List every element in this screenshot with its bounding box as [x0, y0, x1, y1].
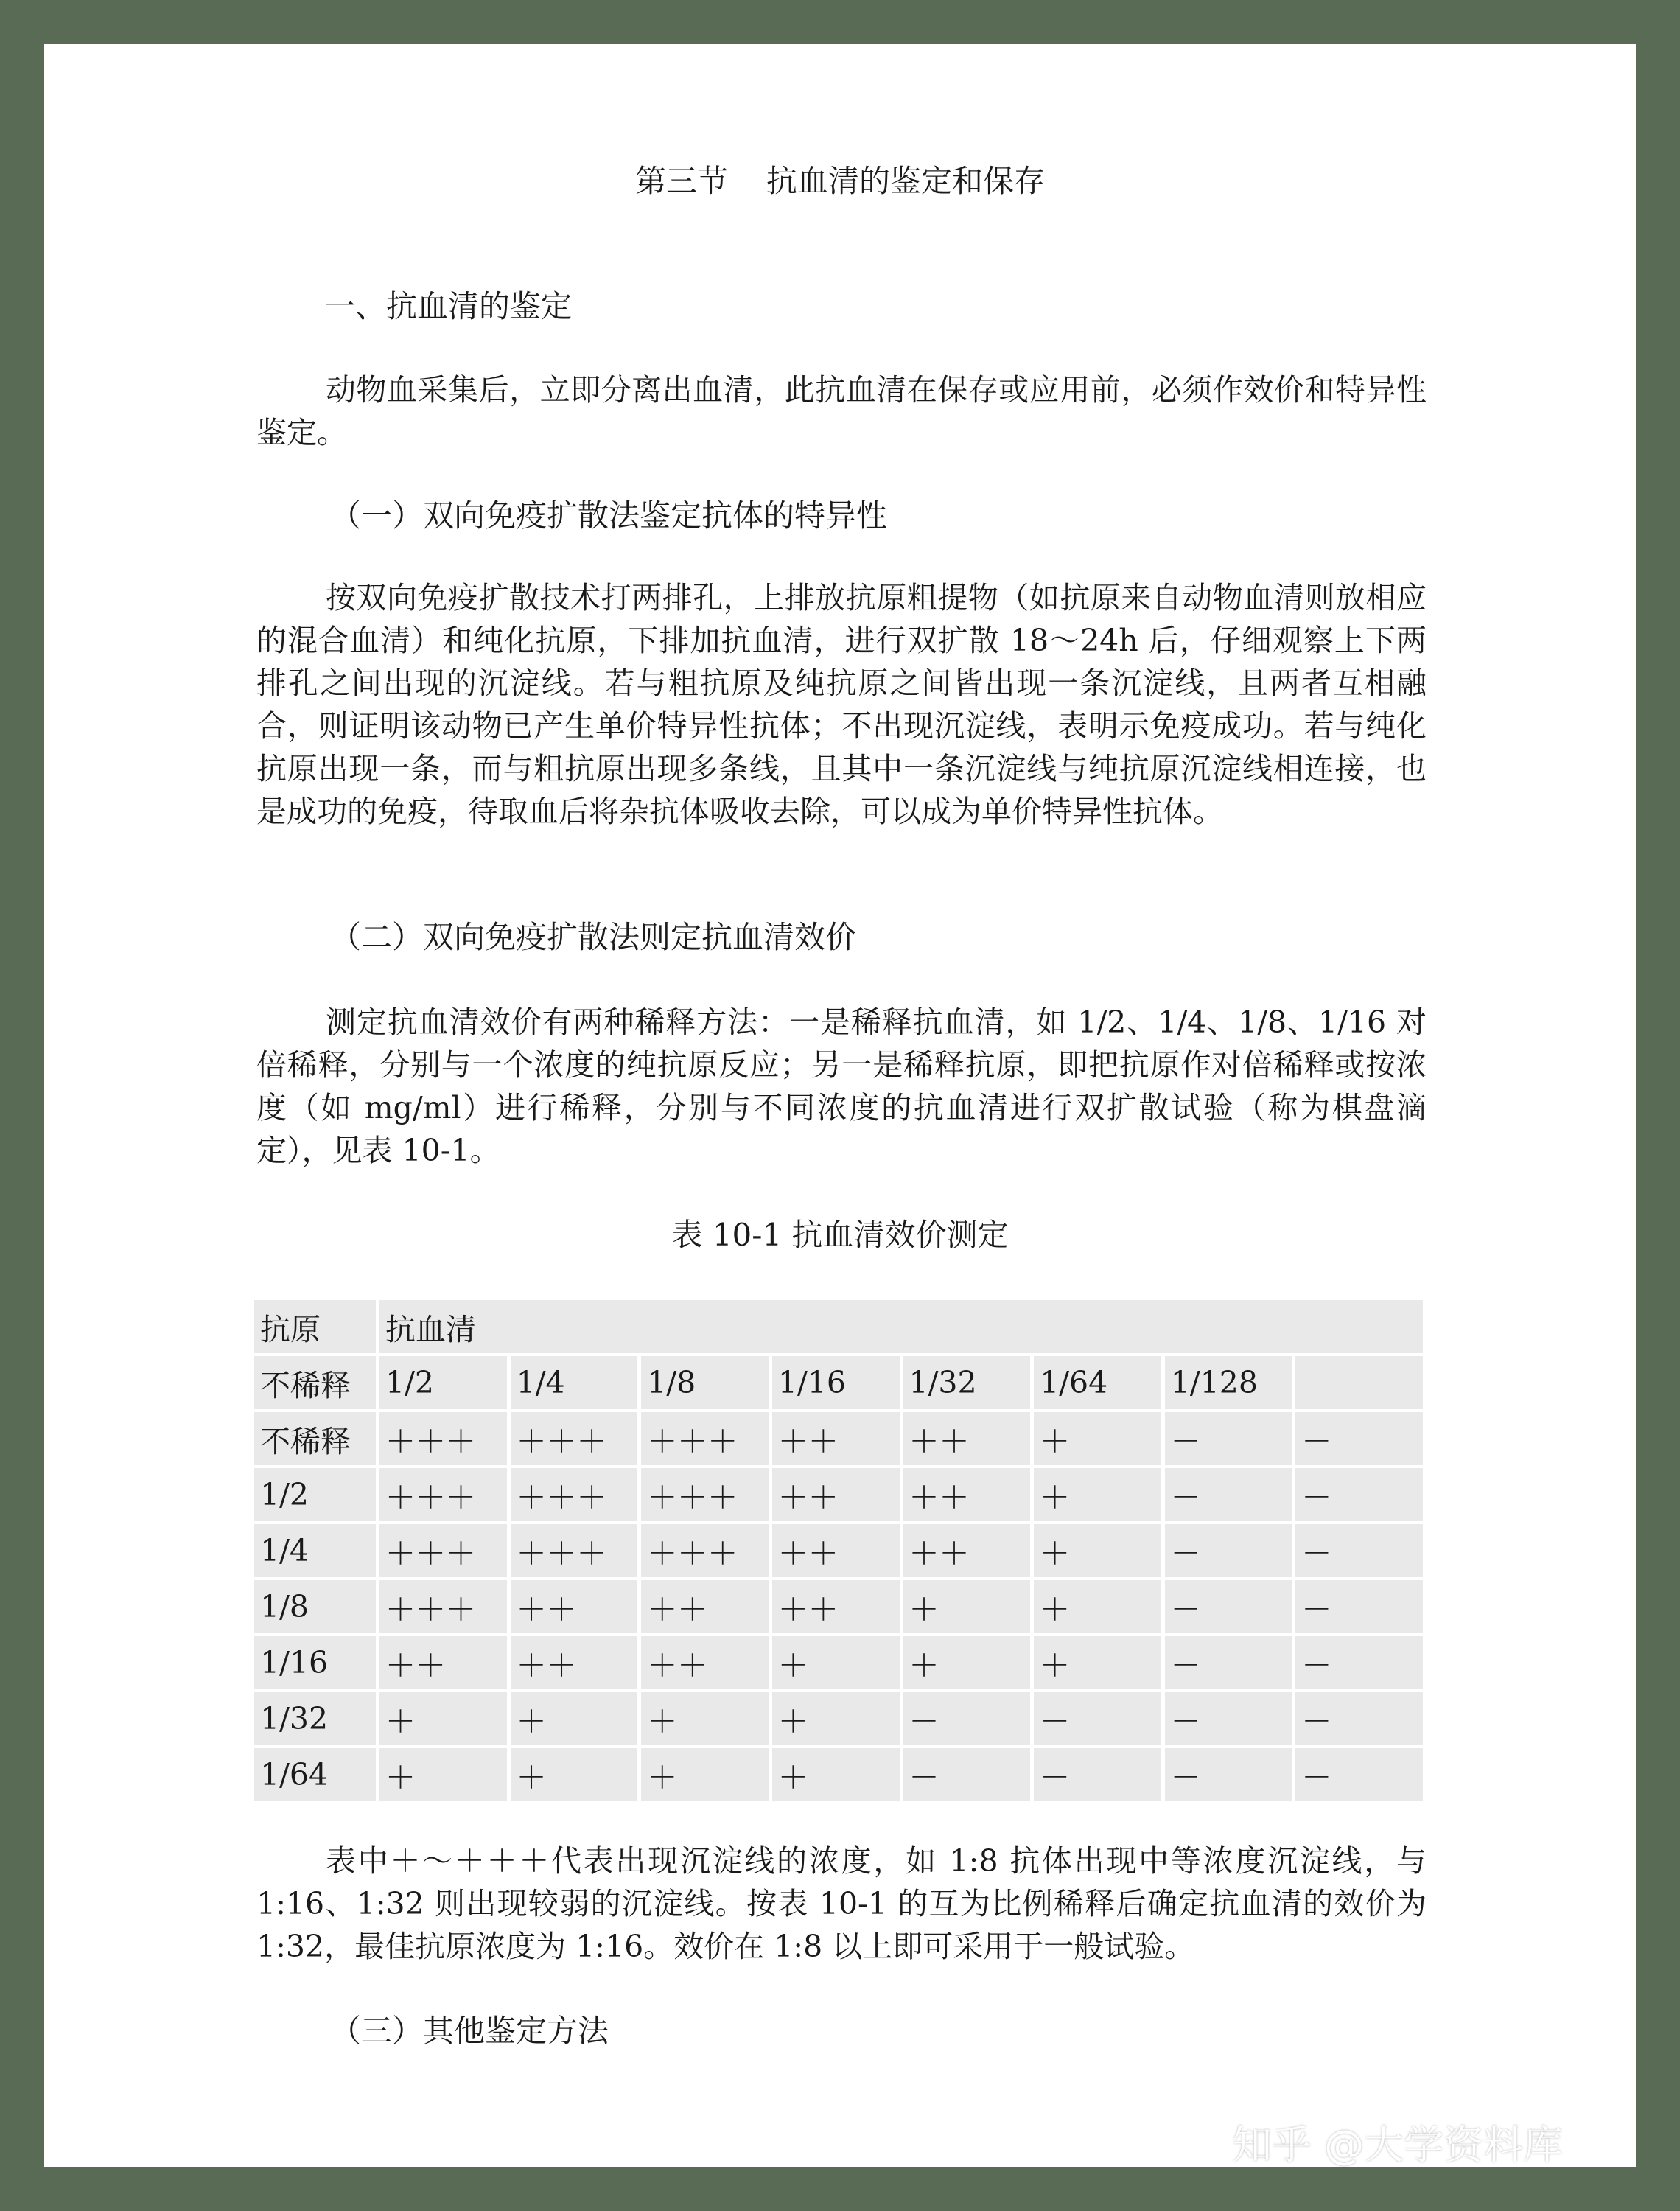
- result-cell: －: [1295, 1468, 1423, 1521]
- result-cell: －: [1165, 1636, 1292, 1689]
- table-header-row: [254, 1300, 1423, 1353]
- result-cell: －: [1034, 1748, 1161, 1801]
- table-row: [254, 1468, 1423, 1521]
- result-cell: －: [1295, 1748, 1423, 1801]
- antiserum-header: 抗血清: [379, 1300, 1423, 1353]
- result-cell: ＋: [511, 1692, 638, 1745]
- titer-table: [251, 1297, 1427, 1804]
- result-cell: －: [1295, 1524, 1423, 1577]
- result-cell: ＋＋: [772, 1524, 900, 1577]
- table-row: [254, 1636, 1423, 1689]
- watermark: 知乎 @大学资料库: [1232, 2122, 1564, 2168]
- antigen-dilution-cell: 1/16: [254, 1636, 376, 1689]
- dilution-header-cell: 1/128: [1165, 1356, 1292, 1409]
- result-cell: ＋: [1034, 1580, 1161, 1633]
- result-cell: －: [1165, 1468, 1292, 1521]
- result-cell: ＋＋＋: [511, 1524, 638, 1577]
- result-cell: －: [903, 1692, 1031, 1745]
- table-row: [254, 1580, 1423, 1633]
- result-cell: ＋＋＋: [641, 1412, 769, 1465]
- section-number: 第三节: [634, 163, 728, 199]
- result-cell: ＋＋＋: [641, 1524, 769, 1577]
- dilution-header-cell: 1/4: [511, 1356, 638, 1409]
- result-cell: ＋＋: [903, 1412, 1031, 1465]
- result-cell: ＋＋: [772, 1412, 900, 1465]
- result-cell: －: [1034, 1692, 1161, 1745]
- result-cell: ＋: [1034, 1468, 1161, 1521]
- section-name: 抗血清的鉴定和保存: [766, 163, 1046, 199]
- result-cell: ＋＋＋: [511, 1468, 638, 1521]
- paragraph-explanation: 表中＋～＋＋＋代表出现沉淀线的浓度，如 1:8 抗体出现中等浓度沉淀线，与 1:16、1:32 则出现较弱的沉淀线。按表 10-1 的互为比例稀释后确定抗血清的效价为 1:32，最佳抗原浓度为 1:16。效价在 1:8 以上即可采用于一般试验。: [256, 1843, 1427, 1964]
- result-cell: ＋: [1034, 1412, 1161, 1465]
- result-cell: ＋＋＋: [641, 1468, 769, 1521]
- table-caption: 表 10-1 抗血清效价测定: [671, 1217, 1009, 1253]
- dilution-header-cell: 1/64: [1034, 1356, 1161, 1409]
- table-dilution-row: [254, 1356, 1423, 1409]
- subheading-titer: （二）双向免疫扩散法则定抗血清效价: [330, 919, 857, 955]
- result-cell: －: [1165, 1524, 1292, 1577]
- dilution-header-cell: 1/16: [772, 1356, 900, 1409]
- paragraph-specificity: 按双向免疫扩散技术打两排孔，上排放抗原粗提物（如抗原来自动物血清则放相应的混合血清）和纯化抗原，下排加抗血清，进行双扩散 18～24h 后，仔细观察上下两排孔之间出现的沉淀线。若与粗抗原及纯抗原之间皆出现一条沉淀线，且两者互相融合，则证明该动物已产生单价特异性抗体；不出现沉淀线，表明示免疫成功。若与纯化抗原出现一条，而与粗抗原出现多条线，且其中一条沉淀线与纯抗原沉淀线相连接，也是成功的免疫，待取血后将杂抗体吸收去除，可以成为单价特异性抗体。: [256, 580, 1427, 829]
- result-cell: －: [1295, 1636, 1423, 1689]
- result-cell: －: [1165, 1692, 1292, 1745]
- result-cell: ＋: [772, 1692, 900, 1745]
- table-row: [254, 1692, 1423, 1745]
- result-cell: ＋＋＋: [379, 1412, 507, 1465]
- antigen-dilution-cell: 1/4: [254, 1524, 376, 1577]
- result-cell: ＋＋: [511, 1580, 638, 1633]
- dilution-header-cell: [1295, 1356, 1423, 1409]
- result-cell: ＋＋: [903, 1468, 1031, 1521]
- result-cell: －: [903, 1748, 1031, 1801]
- antigen-dilution-cell: 不稀释: [254, 1412, 376, 1465]
- paragraph-intro: 动物血采集后，立即分离出血清，此抗血清在保存或应用前，必须作效价和特异性鉴定。: [256, 372, 1427, 450]
- dilution-header-cell: 不稀释: [254, 1356, 376, 1409]
- table-row: [254, 1524, 1423, 1577]
- heading-identification: 一、抗血清的鉴定: [324, 288, 573, 324]
- antigen-dilution-cell: 1/8: [254, 1580, 376, 1633]
- result-cell: ＋: [379, 1692, 507, 1745]
- table-row: [254, 1748, 1423, 1801]
- result-cell: ＋＋: [903, 1524, 1031, 1577]
- result-cell: ＋: [641, 1692, 769, 1745]
- result-cell: ＋＋: [511, 1636, 638, 1689]
- result-cell: －: [1295, 1412, 1423, 1465]
- result-cell: －: [1295, 1692, 1423, 1745]
- dilution-header-cell: 1/2: [379, 1356, 507, 1409]
- result-cell: ＋: [1034, 1636, 1161, 1689]
- result-cell: ＋＋: [641, 1580, 769, 1633]
- result-cell: －: [1295, 1580, 1423, 1633]
- dilution-header-cell: 1/32: [903, 1356, 1031, 1409]
- antigen-dilution-cell: 1/2: [254, 1468, 376, 1521]
- result-cell: ＋＋: [772, 1468, 900, 1521]
- result-cell: ＋: [379, 1748, 507, 1801]
- result-cell: ＋: [903, 1636, 1031, 1689]
- result-cell: －: [1165, 1412, 1292, 1465]
- result-cell: ＋: [903, 1580, 1031, 1633]
- result-cell: ＋: [1034, 1524, 1161, 1577]
- antigen-dilution-cell: 1/64: [254, 1748, 376, 1801]
- antigen-dilution-cell: 1/32: [254, 1692, 376, 1745]
- result-cell: ＋: [772, 1636, 900, 1689]
- result-cell: ＋＋: [379, 1636, 507, 1689]
- dilution-header-cell: 1/8: [641, 1356, 769, 1409]
- result-cell: ＋＋: [772, 1580, 900, 1633]
- paragraph-titer: 测定抗血清效价有两种稀释方法：一是稀释抗血清，如 1/2、1/4、1/8、1/16 对倍稀释，分别与一个浓度的纯抗原反应；另一是稀释抗原，即把抗原作对倍稀释或按浓度（如 mg/ml）进行稀释，分别与不同浓度的抗血清进行双扩散试验（称为棋盘滴定），见表 10-1。: [256, 1005, 1427, 1168]
- table-row: [254, 1412, 1423, 1465]
- result-cell: ＋: [641, 1748, 769, 1801]
- section-title: [0, 159, 1680, 203]
- subheading-other-methods: （三）其他鉴定方法: [330, 2013, 609, 2049]
- antigen-header: 抗原: [254, 1300, 376, 1353]
- result-cell: ＋＋＋: [379, 1468, 507, 1521]
- result-cell: ＋＋＋: [379, 1580, 507, 1633]
- subheading-specificity: （一）双向免疫扩散法鉴定抗体的特异性: [330, 497, 888, 534]
- result-cell: ＋＋＋: [379, 1524, 507, 1577]
- result-cell: ＋: [511, 1748, 638, 1801]
- result-cell: ＋＋＋: [511, 1412, 638, 1465]
- result-cell: ＋＋: [641, 1636, 769, 1689]
- result-cell: ＋: [772, 1748, 900, 1801]
- result-cell: －: [1165, 1748, 1292, 1801]
- result-cell: －: [1165, 1580, 1292, 1633]
